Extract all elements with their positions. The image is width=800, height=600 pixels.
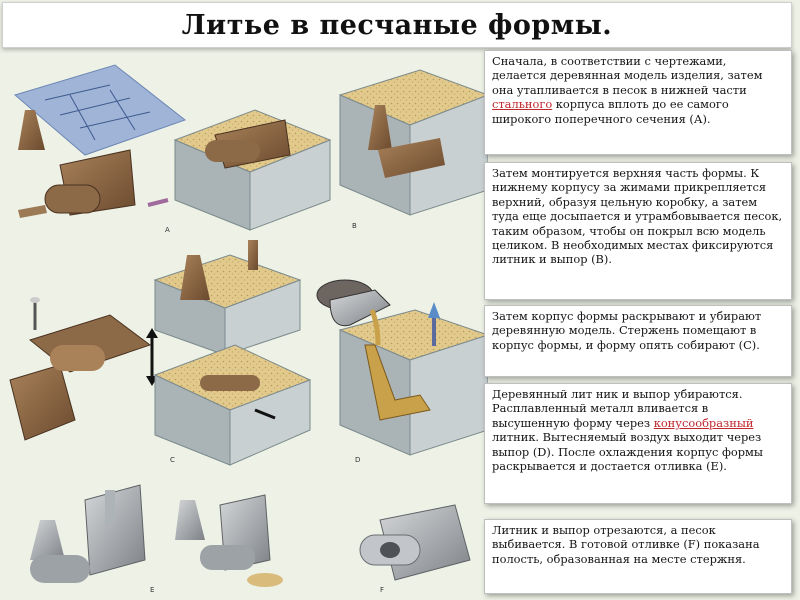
step-1-panel	[484, 50, 792, 155]
figure-letter-c: C	[170, 456, 175, 464]
figure-letter-a: A	[165, 226, 170, 234]
step-3-text: Затем корпус формы раскрывают и убирают деревянную модель. Стержень помещают в корпус формы, и форму опять собирают (С).	[492, 309, 762, 352]
mold-box-c-upper	[155, 240, 300, 355]
step-4-text-end: литник. Вытесняемый воздух выходит через выпор (D). После охлаждения корпус формы раскрывается и достается отливка (Е).	[492, 430, 763, 474]
figure-letter-f: F	[380, 586, 385, 594]
step-3-panel	[484, 305, 792, 377]
mold-box-d	[340, 302, 488, 455]
step-2-text: Затем монтируется верхняя часть формы. К нижнему корпусу за жимами прикрепляется верхний, образуя цельную коробку, а затем туда еще досыпается и утрамбовывается песок, таким образом, чтобы он покрыл всю модель целиком. В необходимых местах фиксируются литник и выпор (В).	[492, 166, 783, 267]
figure-letter-d: D	[355, 456, 361, 464]
title-bar	[2, 2, 792, 48]
figure-letter-e: E	[150, 586, 155, 594]
steel-link[interactable]: стального	[492, 97, 553, 112]
sand-casting-illustration	[0, 50, 488, 600]
mold-box-b	[340, 70, 488, 215]
arrow-a	[148, 200, 168, 205]
mold-box-c-lower	[155, 345, 310, 465]
page-title: Литье в песчаные формы.	[181, 9, 613, 41]
step-1-text: Сначала, в соответствии с чертежами, делается деревянная модель изделия, затем она утапливается в песок в нижней части	[492, 54, 763, 97]
casting-e-trimmed	[175, 495, 283, 587]
step-4-text: Деревянный лит ник и выпор убираются. Расплавленный металл вливается в высушенную форму через	[492, 387, 743, 430]
step-1-text-end: корпуса вплоть до ее самого широкого поперечного сечения (А).	[492, 97, 729, 126]
step-4-panel	[484, 383, 792, 504]
conical-link[interactable]: конусообразный	[653, 415, 754, 430]
figure-letter-b: B	[352, 222, 357, 230]
step-2-panel	[484, 162, 792, 300]
mold-box-a	[175, 110, 330, 230]
step-5-text: Литник и выпор отрезаются, а песок выбивается. В готовой отливке (F) показана полость, образованная на месте стержня.	[492, 523, 760, 566]
casting-e-rough	[30, 485, 145, 583]
casting-f-finished	[360, 505, 470, 580]
step-5-panel	[484, 519, 792, 594]
core-box	[10, 297, 150, 440]
